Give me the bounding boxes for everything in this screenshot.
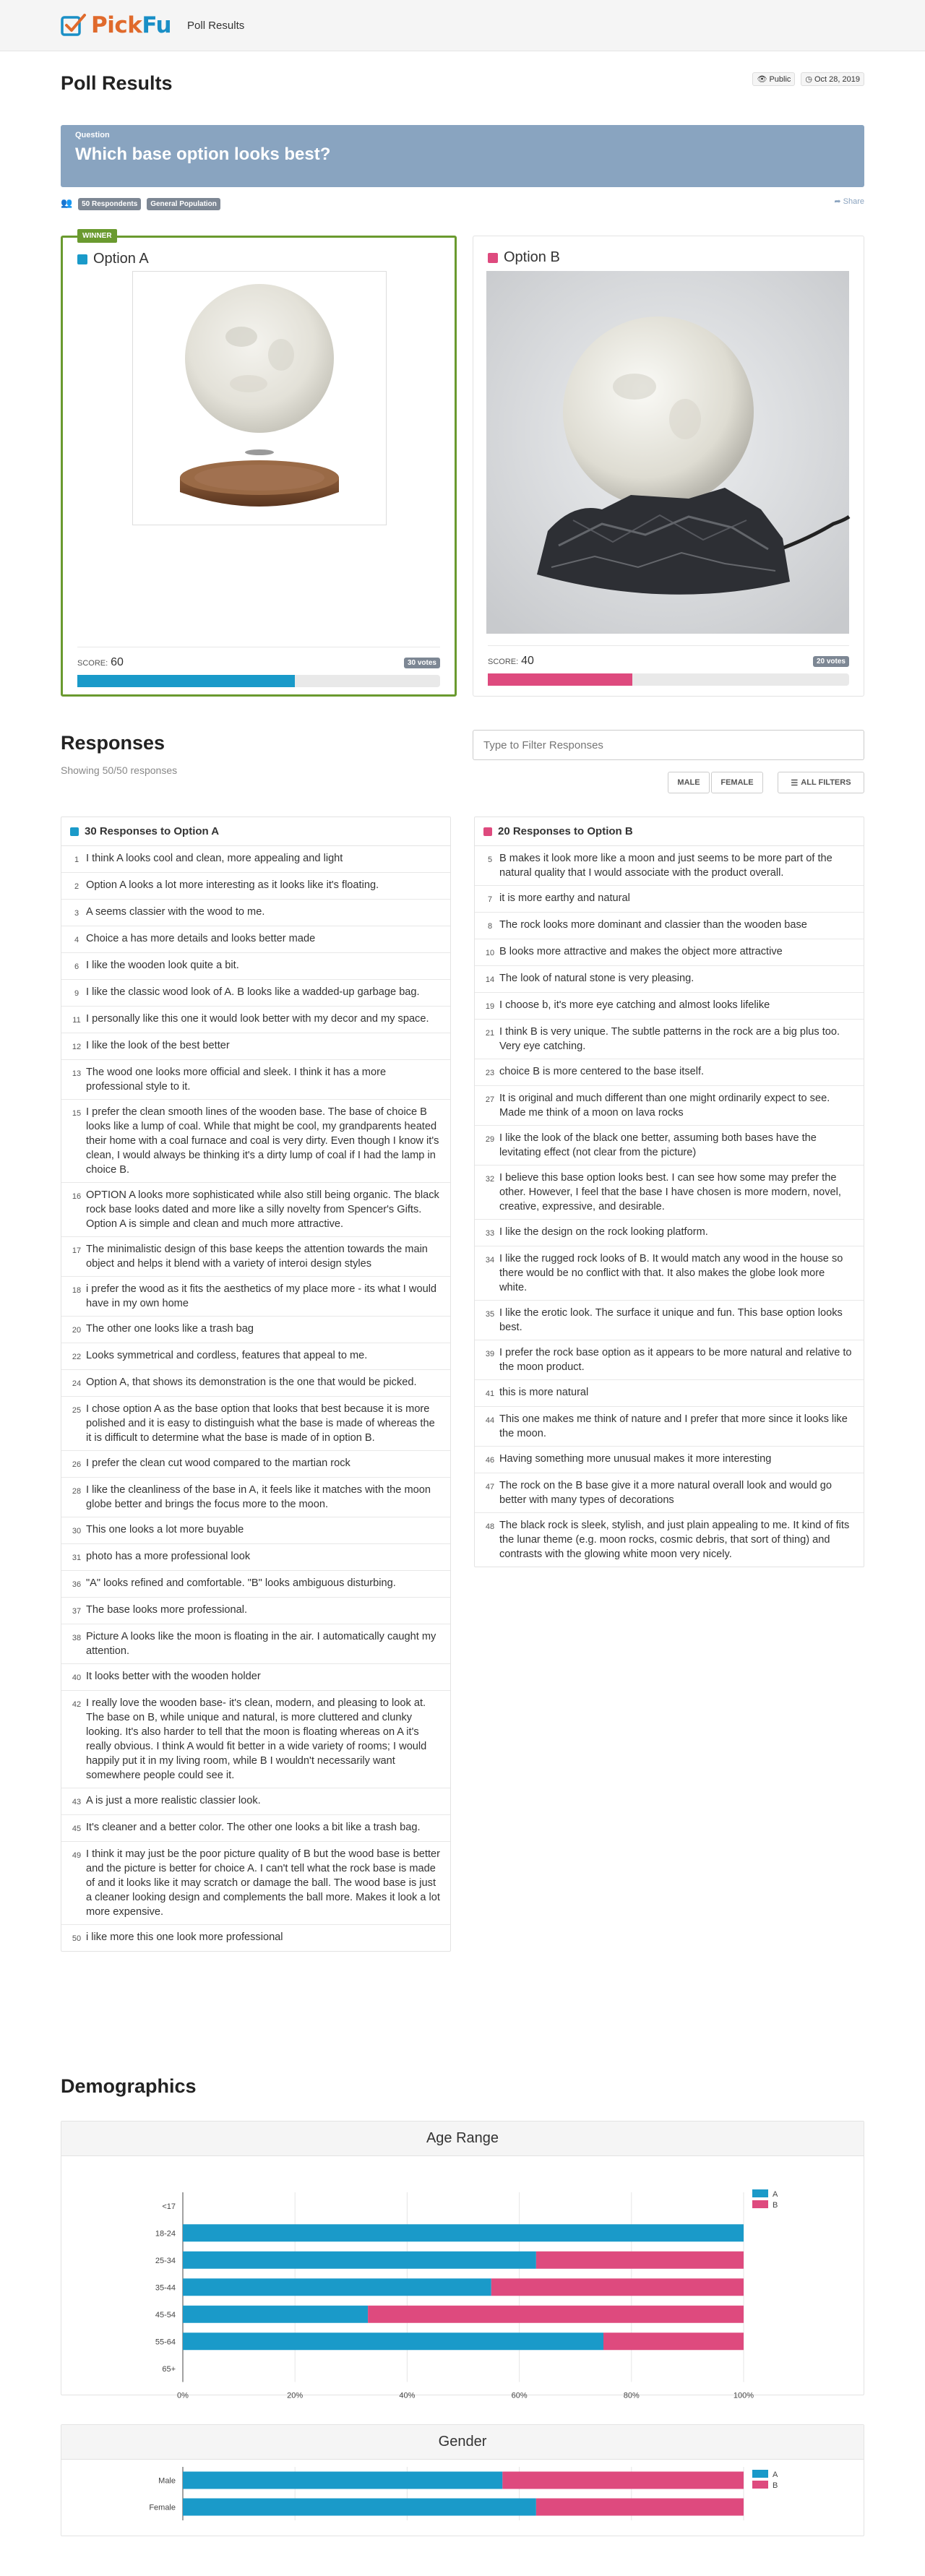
response-row: [475, 1166, 864, 1220]
response-number: 28: [72, 1487, 82, 1496]
response-row: [61, 846, 450, 873]
option-b-swatch: [488, 253, 498, 263]
response-row: [61, 1815, 450, 1842]
response-text: The other one looks like a trash bag: [86, 1323, 254, 1335]
female-filter-button[interactable]: FEMALE: [711, 772, 763, 793]
option-a-bar-track: [77, 675, 440, 687]
response-text: I like the design on the rock looking platform.: [499, 1226, 708, 1238]
response-text: I think A looks cool and clean, more appealing and light: [86, 853, 343, 864]
x-tick-label: 20%: [287, 2391, 304, 2400]
response-text: B looks more attractive and makes the object more attractive: [499, 946, 783, 957]
option-b-responses: [474, 817, 864, 1567]
response-number: 40: [72, 1673, 82, 1682]
response-text: choice B is more centered to the base itself.: [499, 1066, 705, 1077]
response-row: [61, 1544, 450, 1571]
response-number: 9: [74, 989, 79, 998]
response-row: [61, 1033, 450, 1060]
pickfu-logo[interactable]: [61, 12, 171, 38]
response-text: I choose b, it's more eye catching and almost looks lifelike: [499, 999, 770, 1011]
response-row: [61, 1478, 450, 1517]
response-number: 10: [485, 949, 495, 957]
response-text: "A" looks refined and comfortable. "B" looks ambiguous disturbing.: [86, 1577, 396, 1589]
response-text: The wood one looks more official and sleek. I think it has a more professional style to it.: [86, 1067, 387, 1093]
response-number: 1: [74, 856, 79, 864]
response-row: [61, 1451, 450, 1478]
legend-swatch: [752, 2200, 768, 2208]
response-row: [475, 913, 864, 939]
option-b-title: [488, 249, 560, 266]
response-row: [61, 1183, 450, 1237]
response-row: [61, 1277, 450, 1317]
response-text: I personally like this one it would look better with my decor and my space.: [86, 1013, 429, 1025]
x-tick-label: 80%: [623, 2391, 640, 2400]
response-number: 44: [485, 1416, 495, 1425]
response-text: I think it may just be the poor picture quality of B but the wood base is better and the picture is better for choice A. I can't tell what the rock base is made of and it looks like it may scratch or damage the ball. The wood base is just a cleaner looking design and complements the ball more. Makes it look a lot more expensive.: [86, 1848, 440, 1918]
response-number: 23: [485, 1069, 495, 1077]
response-row: [61, 1100, 450, 1183]
option-b-responses-title: 20 Responses to Option B: [498, 825, 633, 837]
option-b-image[interactable]: [486, 271, 849, 634]
response-text: Picture A looks like the moon is floating in the air. I automatically caught my attention.: [86, 1631, 436, 1657]
response-number: 2: [74, 882, 79, 891]
response-row: [61, 1237, 450, 1277]
response-number: 45: [72, 1825, 82, 1833]
response-row: [61, 1343, 450, 1370]
response-text: The minimalistic design of this base keeps the attention towards the main object and helps it blend with a variety of interoi design styles: [86, 1244, 428, 1270]
category-label: 35-44: [155, 2283, 176, 2293]
response-row: [61, 1624, 450, 1664]
option-b-score-area: [488, 645, 849, 689]
response-text: it is more earthy and natural: [499, 892, 630, 904]
response-text: I like the classic wood look of A. B looks like a wadded-up garbage bag.: [86, 986, 420, 998]
response-number: 19: [485, 1002, 495, 1011]
response-number: 6: [74, 962, 79, 971]
response-text: I like the look of the best better: [86, 1040, 230, 1051]
category-label: 55-64: [155, 2338, 176, 2347]
response-number: 8: [487, 922, 493, 931]
response-row: [475, 1020, 864, 1059]
option-b-bar-track: [488, 673, 849, 686]
share-icon: ➦: [834, 197, 841, 206]
response-text: A is just a more realistic classier look.: [86, 1795, 261, 1806]
response-text: Looks symmetrical and cordless, features that appeal to me.: [86, 1350, 368, 1361]
legend-swatch: [752, 2189, 768, 2197]
option-a-card[interactable]: [61, 232, 457, 697]
people-icon: 👥: [61, 197, 73, 208]
response-number: 17: [72, 1246, 82, 1255]
response-text: Option A, that shows its demonstration is the one that would be picked.: [86, 1377, 417, 1388]
bar-segment-b: [368, 2306, 744, 2323]
page-title: Poll Results: [61, 72, 173, 94]
response-row: [61, 1517, 450, 1544]
response-text: I really love the wooden base- it's clean, modern, and pleasing to look at. The base on B, while unique and natural, is more cluttered and clunky looking. It's also harder to tell that the moon is floating whereas on A it's really obvious. I think A would fit better in a wide variety of rooms; I would happily put it in my living room, while B I wouldn't necessarily want somewhere people could see it.: [86, 1697, 427, 1781]
option-a-swatch: [70, 827, 79, 836]
response-text: Option A looks a lot more interesting as it looks like it's floating.: [86, 879, 379, 891]
response-number: 24: [72, 1379, 82, 1388]
category-label: 25-34: [155, 2256, 176, 2265]
option-b-card[interactable]: [473, 236, 864, 697]
response-text: I think B is very unique. The subtle patterns in the rock are a big plus too. Very eye catching.: [499, 1026, 840, 1052]
brand-part2: Fu: [142, 12, 172, 38]
response-number: 48: [485, 1522, 495, 1531]
option-a-response-list: [61, 846, 450, 1951]
response-text: photo has a more professional look: [86, 1551, 251, 1562]
response-row: [61, 1664, 450, 1691]
response-row: [475, 1407, 864, 1447]
option-b-name: Option B: [504, 249, 560, 265]
response-row: [475, 1126, 864, 1166]
x-tick-label: 40%: [399, 2391, 416, 2400]
respondents-tag: 50 Respondents: [78, 198, 141, 210]
response-text: It looks better with the wooden holder: [86, 1671, 261, 1682]
response-number: 25: [72, 1406, 82, 1415]
response-number: 38: [72, 1634, 82, 1642]
option-a-responses: [61, 817, 451, 1952]
response-row: [475, 966, 864, 993]
response-row: [475, 1301, 864, 1340]
public-label: Public: [769, 75, 791, 84]
response-number: 31: [72, 1554, 82, 1562]
response-row: [61, 1571, 450, 1598]
share-link[interactable]: [834, 197, 864, 206]
question-label: Question: [75, 131, 110, 139]
response-text: The rock on the B base give it a more natural overall look and would go better with many types of decorations: [499, 1480, 832, 1506]
legend-swatch: [752, 2481, 768, 2489]
bar-segment-a: [183, 2252, 536, 2269]
option-b-bar-fill: [488, 673, 632, 686]
option-b-swatch: [483, 827, 492, 836]
legend-label: A: [773, 2190, 778, 2199]
legend-label: A: [773, 2471, 778, 2479]
response-text: I like the cleanliness of the base in A, it feels like it matches with the moon globe better and brings the focus more to the moon.: [86, 1484, 431, 1510]
option-a-votes: 30 votes: [404, 658, 440, 668]
response-row: [475, 1447, 864, 1473]
response-text: OPTION A looks more sophisticated while also still being organic. The black rock base looks dated and more like a silly novelty from Spencer's Gifts. Option A is simple and clean and much more attractive.: [86, 1189, 439, 1230]
option-a-name: Option A: [93, 251, 149, 267]
response-text: The look of natural stone is very pleasing.: [499, 973, 694, 984]
response-text: I prefer the clean smooth lines of the wooden base. The base of choice B looks like a lump of coal. While that might be cool, my grandparents heated their home with a coal furnace and coal is very dirty. Even though I know it's clean, I would always be thinking it's a dirty lump of coal if I had the lamp in choice B.: [86, 1106, 439, 1176]
response-text: The rock looks more dominant and classier than the wooden base: [499, 919, 807, 931]
response-number: 18: [72, 1286, 82, 1295]
response-row: [475, 886, 864, 913]
response-row: [475, 1340, 864, 1380]
response-text: This one makes me think of nature and I prefer that more since it looks like the moon.: [499, 1413, 848, 1439]
eye-icon: 👁: [757, 75, 767, 84]
response-number: 13: [72, 1069, 82, 1078]
response-row: [475, 1059, 864, 1086]
bar-segment-b: [536, 2252, 744, 2269]
top-navbar: [0, 0, 925, 51]
response-number: 29: [485, 1135, 495, 1144]
response-text: Choice a has more details and looks better made: [86, 933, 316, 944]
category-label: <17: [162, 2202, 176, 2211]
response-text: I believe this base option looks best. I can see how some may prefer the other. However, I feel that the base I have chosen is more modern, novel, creative, expressive, and desirable.: [499, 1172, 841, 1212]
age-range-chart: [61, 2156, 864, 2400]
response-text: The base looks more professional.: [86, 1604, 248, 1616]
category-label: 18-24: [155, 2229, 176, 2239]
x-tick-label: 60%: [511, 2391, 528, 2400]
response-number: 26: [72, 1460, 82, 1469]
response-text: I prefer the clean cut wood compared to the martian rock: [86, 1457, 350, 1469]
response-text: i prefer the wood as it fits the aesthetics of my place more - its what I would have in my own home: [86, 1283, 437, 1309]
response-number: 32: [485, 1175, 495, 1184]
response-row: [61, 873, 450, 900]
option-a-bar-fill: [77, 675, 295, 687]
response-row: [61, 1317, 450, 1343]
response-number: 42: [72, 1700, 82, 1709]
response-number: 46: [485, 1456, 495, 1465]
response-text: I like the look of the black one better, assuming both bases have the levitating effect (not clear from the picture): [499, 1132, 817, 1158]
response-text: It's cleaner and a better color. The other one looks a bit like a trash bag.: [86, 1822, 421, 1833]
option-a-title: [77, 251, 149, 267]
response-number: 4: [74, 936, 79, 944]
response-row: [61, 1007, 450, 1033]
gender-title: Gender: [61, 2425, 864, 2460]
response-number: 14: [485, 975, 495, 984]
bar-segment-a: [183, 2278, 491, 2296]
legend-label: B: [773, 2481, 778, 2490]
category-label: Male: [158, 2476, 176, 2486]
date-label: Oct 28, 2019: [814, 75, 860, 84]
response-row: [475, 993, 864, 1020]
response-number: 35: [485, 1310, 495, 1319]
date-badge: [801, 72, 864, 86]
response-text: I prefer the rock base option as it appears to be more natural and relative to the moon product.: [499, 1347, 852, 1373]
age-range-title: Age Range: [61, 2121, 864, 2156]
response-row: [475, 1380, 864, 1407]
response-number: 7: [487, 895, 493, 904]
x-tick-label: 100%: [733, 2391, 754, 2400]
response-text: Having something more unusual makes it more interesting: [499, 1453, 772, 1465]
response-number: 41: [485, 1390, 495, 1398]
response-row: [61, 980, 450, 1007]
bar-segment-a: [183, 2472, 502, 2489]
response-number: 47: [485, 1483, 495, 1491]
response-row: [475, 846, 864, 886]
option-a-swatch: [77, 254, 87, 264]
response-text: I like the wooden look quite a bit.: [86, 960, 239, 971]
option-b-score: 40: [521, 655, 534, 667]
response-row: [475, 1220, 864, 1246]
response-row: [61, 1060, 450, 1100]
option-a-score: 60: [111, 656, 124, 668]
checkbox-logo-icon: [61, 13, 87, 38]
response-text: I like the rugged rock looks of B. It would match any wood in the house so there would be no conflict with that. It also makes the globe look more white.: [499, 1253, 843, 1293]
response-number: 22: [72, 1353, 82, 1361]
brand-part1: Pick: [91, 12, 142, 38]
response-text: The black rock is sleek, stylish, and just plain appealing to me. It kind of fits the lunar theme (e.g. moon rocks, cosmic debris, that sort of thing) and contrasts with the glowing white moon very nicely.: [499, 1520, 850, 1560]
filter-responses-input[interactable]: [473, 730, 864, 760]
moon-lamp-rock-base-image: [486, 271, 849, 634]
bar-segment-b: [502, 2472, 744, 2489]
option-a-responses-header: [61, 817, 450, 846]
bar-segment-a: [183, 2306, 368, 2323]
response-number: 49: [72, 1851, 82, 1860]
response-row: [61, 953, 450, 980]
score-label: SCORE:: [77, 659, 108, 668]
category-label: 65+: [162, 2364, 176, 2374]
category-label: 45-54: [155, 2310, 176, 2319]
response-text: This one looks a lot more buyable: [86, 1524, 244, 1535]
response-text: I like the erotic look. The surface it unique and fun. This base option looks best.: [499, 1307, 843, 1333]
response-number: 12: [72, 1043, 82, 1051]
gender-chart: [61, 2460, 864, 2536]
response-row: [61, 1598, 450, 1624]
age-range-panel: [61, 2121, 864, 2400]
response-number: 33: [485, 1229, 495, 1238]
nav-poll-results-link[interactable]: Poll Results: [187, 19, 245, 32]
bar-segment-a: [183, 2332, 603, 2350]
response-number: 39: [485, 1350, 495, 1358]
option-a-score-area: [77, 647, 440, 690]
response-number: 27: [485, 1095, 495, 1104]
response-row: [475, 939, 864, 966]
response-text: this is more natural: [499, 1387, 589, 1398]
bar-segment-b: [491, 2278, 744, 2296]
share-label: Share: [843, 197, 864, 206]
response-text: I chose option A as the base option that looks that best because it is more polished and it is easy to distinguish what the base is made of whereas the it is difficult to determine what the base is made of in option B.: [86, 1403, 435, 1444]
response-number: 15: [72, 1109, 82, 1118]
all-filters-label: ALL FILTERS: [801, 778, 851, 787]
response-row: [475, 1473, 864, 1513]
response-number: 21: [485, 1029, 495, 1038]
question-text: Which base option looks best?: [75, 145, 331, 164]
response-row: [61, 1397, 450, 1451]
response-text: A seems classier with the wood to me.: [86, 906, 265, 918]
option-b-response-list: [475, 846, 864, 1567]
responses-count: Showing 50/50 responses: [61, 764, 178, 776]
response-row: [61, 900, 450, 926]
response-number: 16: [72, 1192, 82, 1201]
response-text: i like more this one look more professional: [86, 1931, 283, 1943]
response-row: [61, 926, 450, 953]
response-text: B makes it look more like a moon and just seems to be more part of the natural quality that I would associate with the product overall.: [499, 853, 832, 879]
public-badge: [752, 72, 795, 86]
response-number: 5: [487, 856, 493, 864]
bar-segment-a: [183, 2499, 536, 2516]
legend-label: B: [773, 2201, 778, 2210]
gender-panel: [61, 2424, 864, 2536]
option-a-responses-title: 30 Responses to Option A: [85, 825, 220, 837]
population-tag: General Population: [147, 198, 220, 210]
all-filters-button[interactable]: [778, 772, 864, 793]
response-number: 34: [485, 1256, 495, 1265]
bar-segment-a: [183, 2224, 744, 2241]
response-number: 50: [72, 1934, 82, 1943]
response-text: It is original and much different than one might ordinarily expect to see. Made me think of a moon on lava rocks: [499, 1093, 830, 1119]
response-row: [61, 1842, 450, 1925]
option-a-image[interactable]: [132, 271, 387, 525]
response-number: 36: [72, 1580, 82, 1589]
response-row: [61, 1370, 450, 1397]
responses-title: Responses: [61, 732, 165, 754]
question-banner: [61, 125, 864, 187]
option-b-votes: 20 votes: [813, 656, 849, 667]
response-number: 11: [72, 1016, 81, 1025]
response-row: [61, 1691, 450, 1788]
bar-segment-b: [603, 2332, 744, 2350]
response-number: 3: [74, 909, 79, 918]
response-number: 30: [72, 1527, 82, 1535]
response-row: [61, 1788, 450, 1815]
bar-segment-b: [536, 2499, 744, 2516]
score-label: SCORE:: [488, 658, 519, 666]
x-tick-label: 0%: [177, 2391, 189, 2400]
response-number: 43: [72, 1798, 82, 1806]
demographics-title: Demographics: [61, 2075, 197, 2097]
winner-badge: WINNER: [77, 229, 117, 243]
response-row: [475, 1513, 864, 1567]
clock-icon: ◷: [805, 75, 812, 84]
response-number: 20: [72, 1326, 82, 1335]
response-row: [61, 1925, 450, 1951]
legend-swatch: [752, 2470, 768, 2478]
moon-lamp-wood-base-image: [133, 272, 386, 525]
response-row: [475, 1086, 864, 1126]
category-label: Female: [149, 2503, 176, 2512]
sliders-icon: ☰: [791, 778, 799, 788]
response-number: 37: [72, 1607, 82, 1616]
response-row: [475, 1246, 864, 1301]
option-b-responses-header: [475, 817, 864, 846]
male-filter-button[interactable]: MALE: [668, 772, 710, 793]
